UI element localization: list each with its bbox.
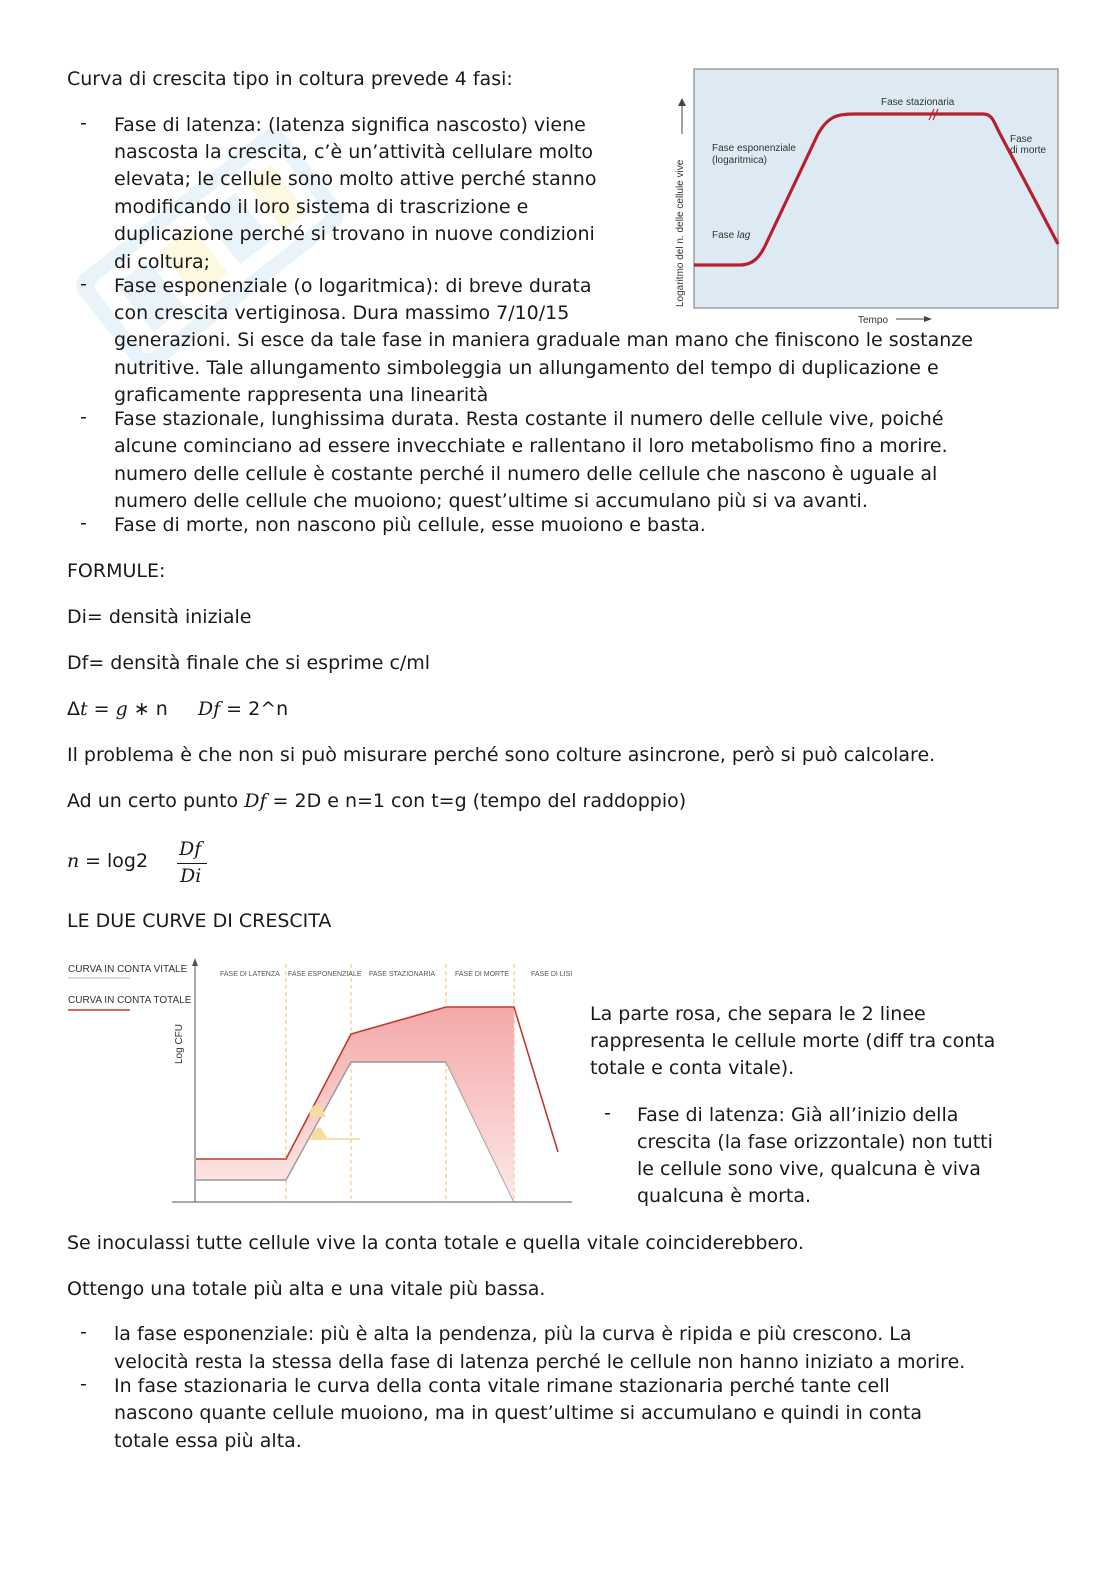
- eq1-g: g: [115, 698, 128, 720]
- formula-df: Df= densità finale che si esprime c/ml: [67, 652, 431, 674]
- label-stationary: Fase stazionaria: [881, 97, 955, 108]
- phase-exp-line: nutritive. Tale allungamento simboleggia un allungamento del tempo di duplicazione e: [114, 357, 939, 379]
- y-arrow-head-icon: [678, 98, 686, 106]
- label-death-2: di morte: [1010, 145, 1047, 156]
- label-exp-1: Fase esponenziale: [712, 143, 796, 154]
- doubling-df: Df: [244, 790, 267, 812]
- phase-label-lysis: FASE DI LISI: [531, 971, 573, 978]
- final-bullet-line: la fase esponenziale: più è alta la pendenza, più la curva è ripida e più crescono. La: [114, 1323, 912, 1345]
- legend-total: CURVA IN CONTA TOTALE: [68, 995, 192, 1006]
- bullet-dash: -: [80, 273, 87, 295]
- phase-stat-line: alcune cominciano ad essere invecchiate e rallentano il loro metabolismo fino a morire.: [114, 435, 948, 457]
- phase-exp-line: Fase esponenziale (o logaritmica): di breve durata: [114, 275, 592, 297]
- phase-exp-line: generazioni. Si esce da tale fase in maniera graduale man mano che finiscono le sostanze: [114, 329, 973, 351]
- phase-exp-line: graficamente rappresenta una linearità: [114, 384, 489, 406]
- phase-lag-line: modificando il loro sistema di trascrizione e: [114, 196, 529, 218]
- formulas-title: FORMULE:: [67, 560, 166, 582]
- phase-stat-line: numero delle cellule che muoiono; quest’ultime si accumulano più si va avanti.: [114, 490, 868, 512]
- n-numerator: Df: [179, 838, 202, 860]
- y-axis-label: Log CFU: [174, 1023, 185, 1064]
- eq1-star: ∗ n: [127, 698, 168, 720]
- phase-lag-line: elevata; le cellule sono molto attive perché stanno: [114, 168, 597, 190]
- label-exp-2: (logaritmica): [712, 155, 768, 166]
- eq1-rest: = 2^n: [220, 698, 289, 720]
- final-bullet-line: In fase stazionaria le curva della conta vitale rimane stazionaria perché tante cell: [114, 1375, 890, 1397]
- formula-di: Di= densità iniziale: [67, 606, 252, 628]
- label-lag: [712, 230, 751, 241]
- legend-vital: CURVA IN CONTA VITALE: [68, 964, 188, 975]
- final-bullet-line: totale essa più alta.: [114, 1430, 302, 1452]
- latency-bullet-line: qualcuna è morta.: [637, 1185, 812, 1207]
- eq1-delta: Δ: [67, 698, 80, 720]
- x-arrow-head-icon: [924, 316, 932, 322]
- latency-bullet-line: le cellule sono vive, qualcuna è viva: [637, 1158, 981, 1180]
- latency-bullet-line: crescita (la fase orizzontale) non tutti: [637, 1131, 993, 1153]
- final-bullet-line: velocità resta la stessa della fase di latenza perché le cellule non hanno iniziato a morire.: [114, 1351, 966, 1373]
- phase-lag-line: Fase di latenza: (latenza significa nascosto) viene: [114, 114, 586, 136]
- result-text: Ottengo una totale più alta e una vitale più bassa.: [67, 1278, 546, 1300]
- bullet-dash: -: [80, 512, 87, 534]
- intro-text: Curva di crescita tipo in coltura prevede 4 fasi:: [67, 68, 513, 90]
- final-bullet-line: nascono quante cellule muoiono, ma in quest’ultime si accumulano e quindi in conta: [114, 1402, 922, 1424]
- pink-text-line: totale e conta vitale).: [590, 1057, 795, 1079]
- phase-lag-line: duplicazione perché si trovano in nuove condizioni: [114, 223, 595, 245]
- phase-lag-line: di coltura;: [114, 251, 211, 273]
- phase-label-lag: FASE DI LATENZA: [220, 971, 280, 978]
- pink-text-line: La parte rosa, che separa le 2 linee: [590, 1003, 926, 1025]
- eq1-df: Df: [197, 698, 221, 720]
- inoculate-text: Se inoculassi tutte cellule vive la conta totale e quella vitale coinciderebbero.: [67, 1232, 804, 1254]
- bullet-dash: -: [604, 1102, 611, 1124]
- bullet-dash: -: [80, 112, 87, 134]
- phase-label-death: FASE DI MORTE: [455, 971, 509, 978]
- latency-bullet-line: Fase di latenza: Già all’inizio della: [637, 1104, 959, 1126]
- phase-label-exp: FASE ESPONENZIALE: [288, 971, 362, 978]
- bullet-dash: -: [80, 406, 87, 428]
- doubling-pre: Ad un certo punto: [67, 790, 245, 812]
- label-death-1: Fase: [1010, 134, 1033, 145]
- label-lag-b: lag: [737, 230, 751, 241]
- phase-label-stat: FASE STAZIONARIA: [369, 971, 435, 978]
- phase-death-line: Fase di morte, non nascono più cellule, esse muoiono e basta.: [114, 514, 706, 536]
- doubling-post: = 2D e n=1 con t=g (tempo del raddoppio): [266, 790, 687, 812]
- two-curves-figure: [62, 952, 580, 1214]
- y-axis-label: Logaritmo del n. delle cellule vive: [675, 159, 686, 307]
- n-log2: = log2: [79, 850, 149, 872]
- phase-exp-line: con crescita vertiginosa. Dura massimo 7/10/15: [114, 302, 570, 324]
- phase-stat-line: Fase stazionale, lunghissima durata. Resta costante il numero delle cellule vive, poiché: [114, 408, 944, 430]
- bullet-dash: -: [80, 1321, 87, 1343]
- formula-eq1: [67, 696, 288, 723]
- n-denominator: Di: [180, 865, 202, 887]
- bullet-dash: -: [80, 1373, 87, 1395]
- eq1-eq: =: [87, 698, 116, 720]
- pink-text-line: rappresenta le cellule morte (diff tra conta: [590, 1030, 996, 1052]
- phase-lag-line: nascosta la crescita, c’è un’attività cellulare molto: [114, 141, 594, 163]
- doubling-text: [67, 788, 686, 815]
- eq1-t: t: [80, 698, 88, 720]
- x-axis-label: Tempo: [858, 315, 889, 326]
- problem-text: Il problema è che non si può misurare perché sono colture asincrone, però si può calcolare.: [67, 744, 936, 766]
- n-symbol: n: [67, 850, 80, 872]
- label-lag-a: Fase: [712, 230, 738, 241]
- phase-stat-line: numero delle cellule è costante perché il numero delle cellule che nascono è uguale al: [114, 463, 938, 485]
- figure-plot-area: [694, 69, 1058, 308]
- growth-curve-figure: [668, 64, 1063, 326]
- two-curves-title: LE DUE CURVE DI CRESCITA: [67, 910, 332, 932]
- y-axis-arrow-icon: [192, 958, 198, 966]
